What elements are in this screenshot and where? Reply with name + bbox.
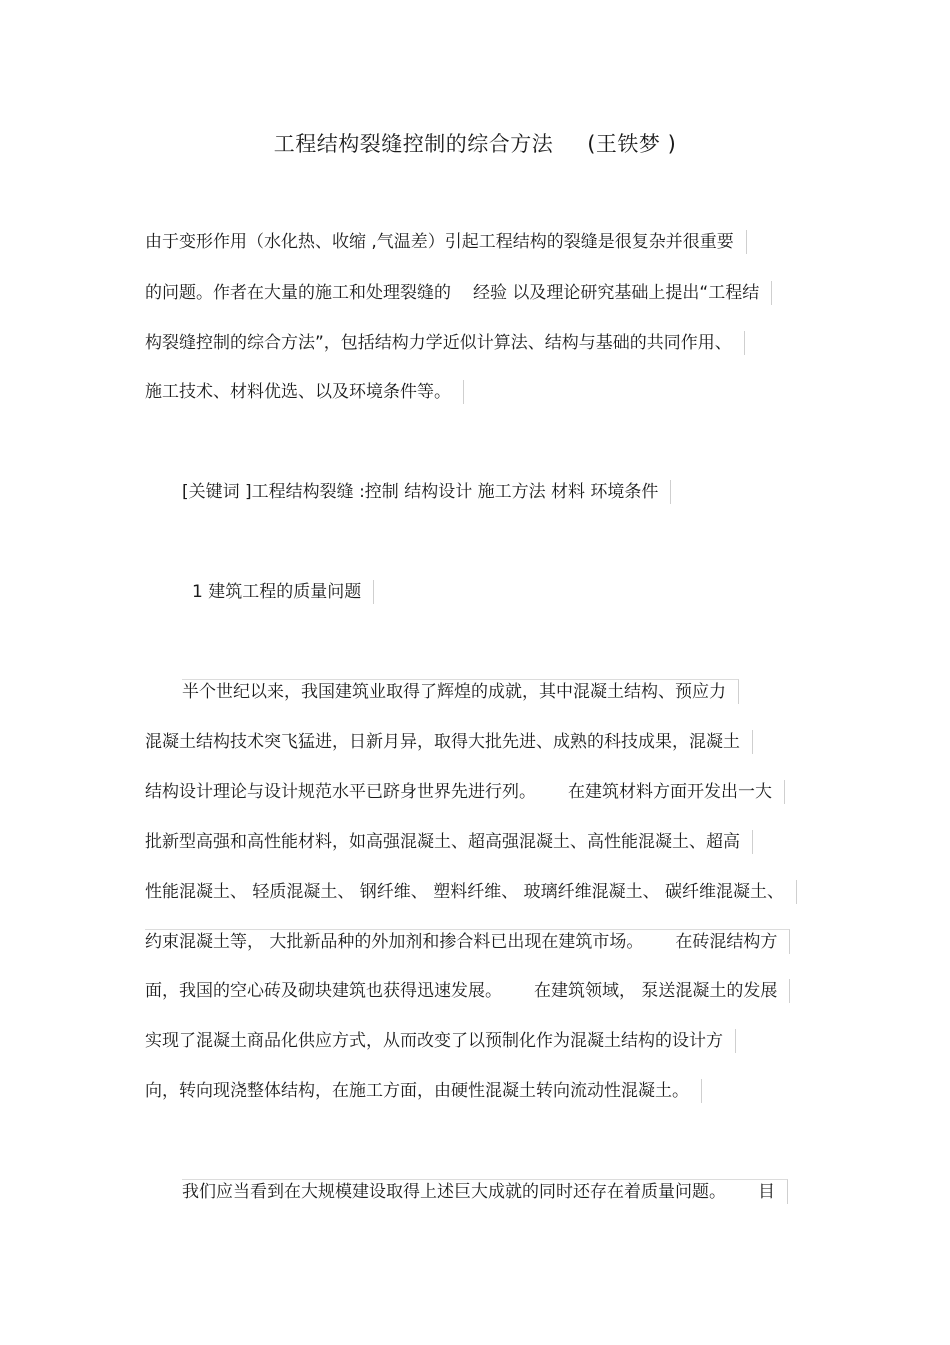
paragraph-line: 结构设计理论与设计规范水平已跻身世界先进行列。 在建筑材料方面开发出一大 — [145, 780, 785, 804]
paragraph-line: 约束混凝土等， 大批新品种的外加剂和掺合料已出现在建筑市场。 在砖混结构方 — [145, 929, 790, 954]
paragraph-line: 实现了混凝土商品化供应方式，从而改变了以预制化作为混凝土结构的设计方 — [145, 1029, 736, 1053]
author-name: (王铁梦 ) — [587, 132, 677, 156]
abstract-line: 施工技术、材料优选、以及环境条件等。 — [145, 380, 464, 404]
paragraph-line: 我们应当看到在大规模建设取得上述巨大成就的同时还存在着质量问题。 目 — [182, 1179, 788, 1204]
document-title — [0, 128, 950, 158]
abstract-line: 构裂缝控制的综合方法”，包括结构力学近似计算法、结构与基础的共同作用、 — [145, 331, 745, 355]
title-text: 工程结构裂缝控制的综合方法 — [273, 132, 554, 156]
paragraph-line: 批新型高强和高性能材料，如高强混凝土、超高强混凝土、高性能混凝土、超高 — [145, 830, 753, 854]
paragraph-line: 性能混凝土、 轻质混凝土、 钢纤维、 塑料纤维、 玻璃纤维混凝土、 碳纤维混凝土、 — [145, 880, 797, 904]
paragraph-line: 混凝土结构技术突飞猛进，日新月异，取得大批先进、成熟的科技成果，混凝土 — [145, 730, 753, 754]
abstract-line: 由于变形作用（水化热、收缩 ,气温差）引起工程结构的裂缝是很复杂并很重要 — [145, 230, 747, 254]
keywords-line: [关键词 ]工程结构裂缝 :控制 结构设计 施工方法 材料 环境条件 — [182, 480, 671, 504]
abstract-line: 的问题。作者在大量的施工和处理裂缝的 经验 以及理论研究基础上提出“工程结 — [145, 281, 772, 305]
paragraph-line: 半个世纪以来，我国建筑业取得了辉煌的成就，其中混凝土结构、预应力 — [182, 679, 739, 704]
paragraph-line: 面，我国的空心砖及砌块建筑也获得迅速发展。 在建筑领域， 泵送混凝土的发展 — [145, 979, 790, 1003]
section-heading: 1 建筑工程的质量问题 — [192, 580, 374, 604]
paragraph-line: 向，转向现浇整体结构，在施工方面，由硬性混凝土转向流动性混凝土。 — [145, 1079, 702, 1103]
